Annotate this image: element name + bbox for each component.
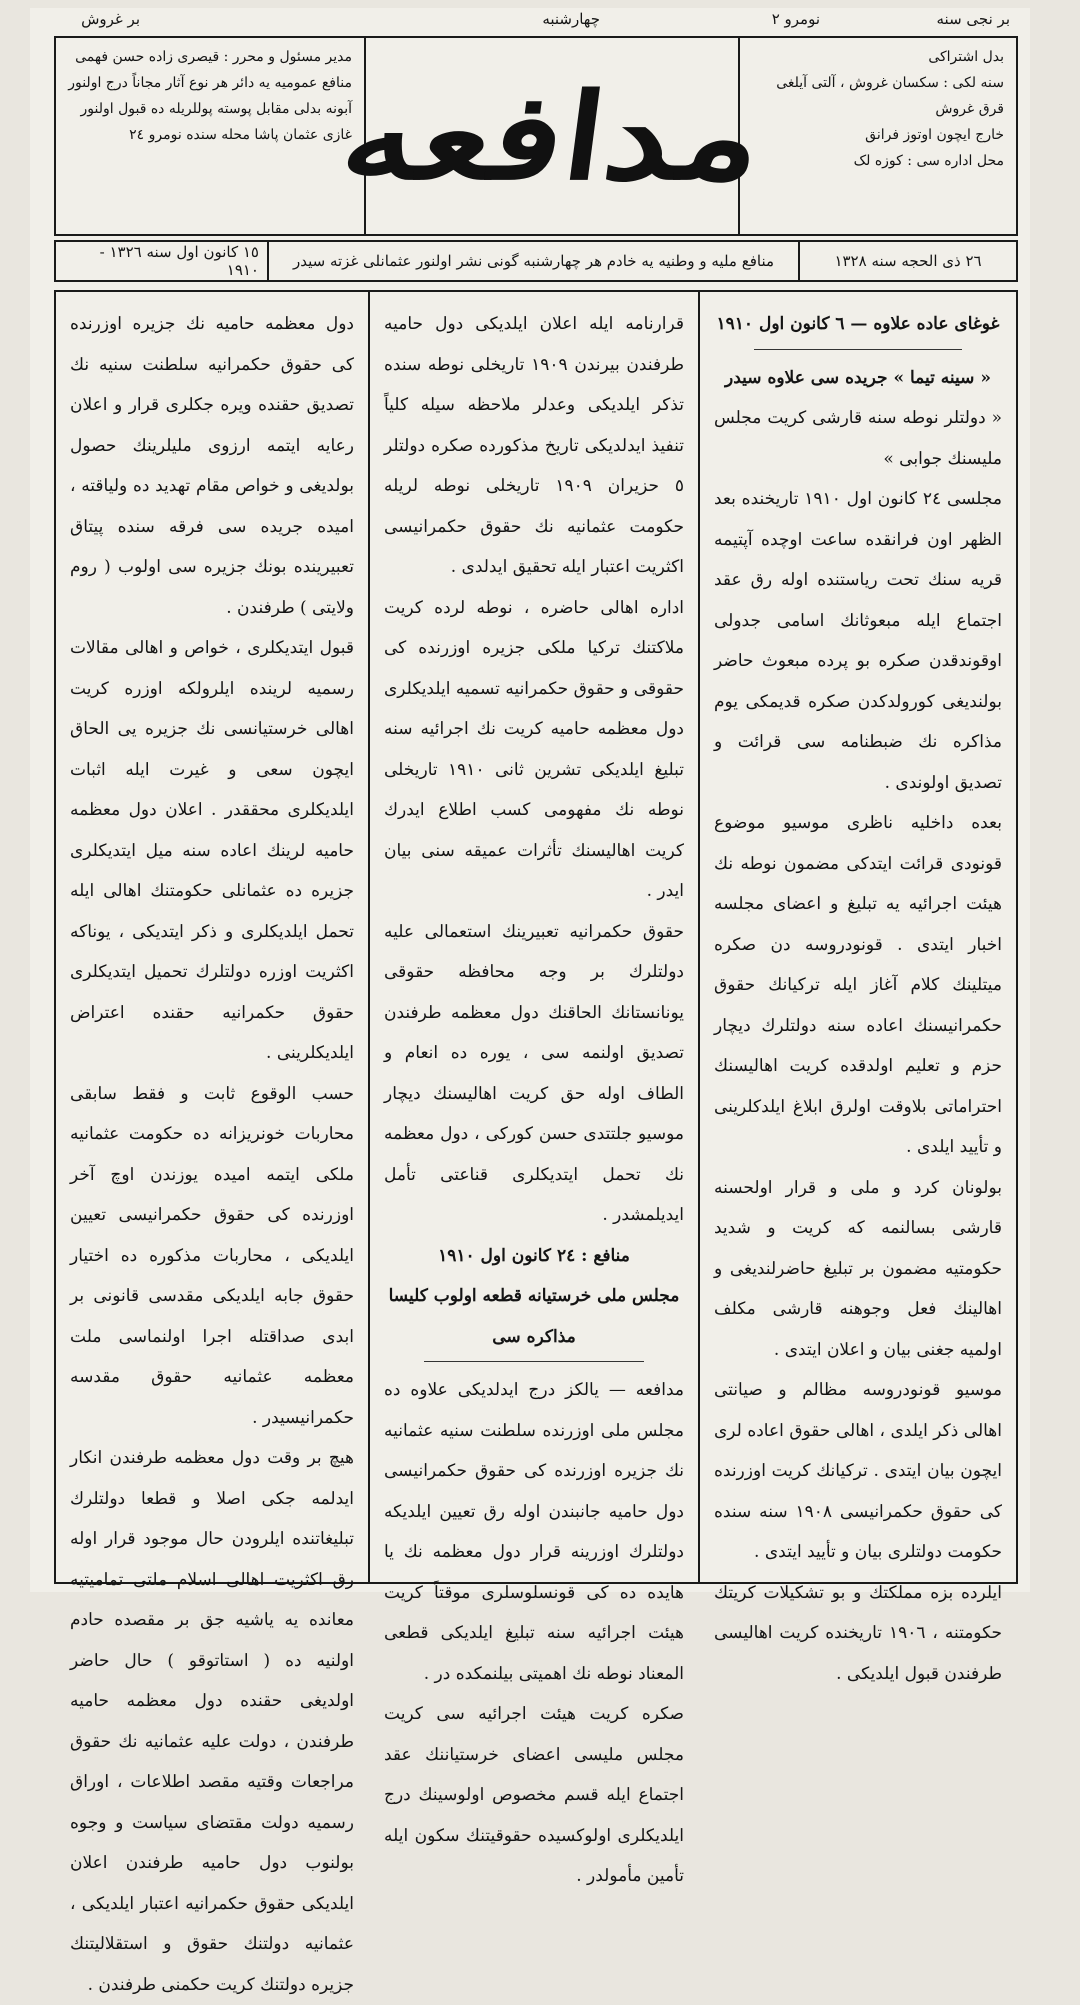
masthead-editor-box: [56, 38, 366, 234]
masthead-left-line: غازی عثمان پاشا محله سنده نومرو ٢٤: [129, 127, 352, 143]
year-label: بر نجی سنه: [936, 10, 1010, 28]
article-columns: [54, 290, 1018, 1995]
paragraph: قرارنامه ایله اعلان ایلدیکی دول حامیه طرفندن بیرندن ١٩٠٩ تاریخلی نوطه سنده تذکر ایلدیکی وعدلر ملاحظه سیله کلیاً تنفیذ ایدلدیکی تاریخ مذکورده صکره دولتلر ٥ حزیران ١٩٠٩ تاریخلی نوطه لریله حکومت عثمانیه نك حقوق حکمرانیسی اکثریت اعتبار ایله تحقیق ایدلدی .: [384, 314, 685, 577]
masthead: [54, 36, 1018, 236]
hijri-date: ٢٦ ذی الحجه سنه ١٣٢٨: [834, 252, 982, 270]
masthead-left-line: آبونه بدلی مقابل پوسته پوللریله ده قبول اولنور: [80, 101, 352, 117]
paragraph: اداره اهالی حاضره ، نوطه لرده کریت ملاکتنك ترکیا ملکی جزیره اوزرنده کی حقوقی و حقوق حکمرانیه تسمیه ایلدیکلری دول معظمه حامیه کریت نك اجرائیه سنه تبلیغ ایلدیکی تشرین ثانی ١٩١٠ تاریخلی نوطه نك مفهومی کسب اطلاع ایدرك کریت اهالیسنك تأثرات عمیقه سنی بیان ایدر .: [384, 597, 684, 901]
top-strip: [30, 8, 1030, 36]
column-left: [56, 292, 368, 1995]
paragraph: ایلرده بزه مملکتك و بو تشکیلات کریتك حکومتنه ، ١٩٠٦ تاریخنده کریت اهالیسی طرفندن قبول ایلدیکی .: [714, 1582, 1002, 1684]
paragraph: قبول ایتدیکلری ، خواص و اهالی مقالات رسمیه لرینده ایلرولکه اوزره کریت اهالی خرستیانسی نك جزیره یی الحاق ایچون سعی و غیرت ایله اثبات ایلدیکلری محققدر . اعلان دول معظمه حامیه لرینك اعاده سنه میل ایتدیکلری جزیره ده عثمانلی حکومتنك اهالی ایله تحمل ایلدیکلری و ذکر ایتدیکی ، یوناکه اکثریت اوزره دولتلرك تحمیل ایتدیکلری حقوق حکمرانیه حقنده اعتراض ایلدیکلرینی .: [70, 638, 354, 1063]
weekday-label: چهارشنبه: [542, 10, 600, 28]
masthead-title-box: [333, 38, 771, 234]
paragraph: بعده داخلیه ناظری موسیو موضوع قونودی قرائت ایتدکی مضمون نوطه نك هیئت اجرائیه یه تبلیغ و اعضای مجلسه اخبار ایتدی . قونودروسه دن صکره میتلینك کلام آغاز ایله ترکیانك حقوق حکمرانیسنك اعاده سنه دولتلرك دیچار حزم و تعلیم اولدقده کریت اهالیسنك احتراماتی بلاوقت اولرق ابلاغ ایلدکلرینی و تأیید ایلدی .: [714, 813, 1002, 1157]
publication-motto: منافع ملیه و وطنیه یه خادم هر چهارشنبه گونی نشر اولنور عثمانلی غزته سیدر: [269, 242, 800, 280]
divider: [424, 1361, 644, 1362]
issue-number: نومرو ٢: [771, 10, 820, 28]
masthead-left-line: منافع عمومیه یه دائر هر نوع آثار مجاناً درج اولنور: [68, 75, 352, 91]
divider: [754, 349, 962, 350]
paragraph: حسب الوقوع ثابت و فقط سابقی محاربات خونریزانه ده حکومت عثمانیه ملکی ایتمه امیده یوزندن اوچ آخر اوزرنده کی حقوق حکمرانیسی تعیین ایلدیکی ، محاربات مذکوره ده اختیار حقوق جابه ایلدیکی مقدسی قانونی بر ابدی صداقتله اجرا اولنماسی ملت معظمه عثمانیه حقوق مقدسه حکمرانیسیدر .: [70, 1083, 354, 1428]
paragraph: موسیو قونودروسه مظالم و صیانتی اهالی ذکر ایلدی ، اهالی حقوق اعاده لری ایچون بیان ایتدی . ترکیانك کریت اوزرنده کی حقوق حکمرانیسی ١٩٠٨ سنه سنده حکومت دولتلری بیان و تأیید ایتدی .: [714, 1380, 1002, 1562]
paragraph: حقوق حکمرانیه تعبیرینك استعمالی علیه دولتلرك بر وجه محافظه حقوقی یونانستانك الحاقنك دول معظمه طرفندن تصدیق اولنمه سی ، یوره ده انعام و الطاف اوله حق کریت اهالیسنك دیچار موسیو جلتتدی حسن کورکی ، دول معظمه نك تحمل ایتدیکلری قناعتی تأمل ایدیلمشدر .: [384, 921, 684, 1225]
masthead-right-line: بدل اشتراکی: [928, 49, 1004, 65]
paragraph: صکره کریت هیئت اجرائیه سی کریت مجلس ملیسی اعضای خرستیاننك عقد اجتماع ایله قسم مخصوص اولوسینك درج ایلدیکلری اولوکسیده حقوقیتنك سکون ایله تأمین مأمولدر .: [384, 1704, 684, 1886]
masthead-right-line: سنه لکی : سکسان غروش ، آلتی آیلغی قرق غروش: [776, 75, 1004, 117]
dateline: [54, 240, 1018, 282]
masthead-right-line: محل اداره سی : کوزه لک: [853, 153, 1004, 169]
paragraph: بولونان کرد و ملی و قرار اولحسنه قارشی بسالنمه که کریت و شدید حکومتیه مضمون بر تبلیغ حاضرلندیغی و اهالینك فعل وجوهنه قارشی مکلف اولمیه جغنی بیان و اعلان ایتدی .: [714, 1177, 1002, 1360]
newspaper-page: [30, 8, 1030, 1995]
column-center: [368, 292, 698, 1886]
paragraph: مجلسی ٢٤ كانون اول ١٩١٠ تاریخنده بعد الظهر اون فرانقده ساعت اوچده آپتیمه قریه سنك تحت ریاستنده اوله رق عقد اجتماع ایله مبعوثانك اسامی جدولی اوقوندقدن صکره بو پرده مبعوث حاضر بولندیغی کورولدکدن صکره قدیمکی یوم مذاکره نك ضبطنامه سی قرائت و تصدیق اولوندی .: [714, 489, 1002, 793]
paragraph: مدافعه — یالکز درج ایدلدیکی علاوه ده مجلس ملی اوزرنده سلطنت سنیه عثمانیه نك جزیره اوزرنده کی حقوق حکمرانیسی دول حامیه جانبندن اوله رق تعیین ایلدیکه دولتلرك اوزرینه قرار دول معظمه نك یا هایده ده کی قونسلوسلری موقتاً کریت هیئت اجرائیه سنه تبلیغ ایلدیکی قطعی المعناد نوطه نك اهمیتی بیلنمکده در .: [384, 1380, 684, 1684]
article-subheading: « سینه تیما » جریده سی علاوه سیدر: [725, 367, 991, 388]
column-right: [698, 292, 1016, 1684]
article-heading: غوغای عاده علاوه — ٦ كانون اول ١٩١٠: [716, 314, 1000, 334]
paragraph: دول معظمه حامیه نك جزیره اوزرنده کی حقوق حکمرانیه سلطنت سنیه نك تصدیق حقنده ویره جکلری قرار و اعلان رعایه ایتمه ارزوی ملیلرینك حصول بولدیغی و خواص مقام تهدید ده ولیاقته ، امیده جریده سی فرقه سنده پیتاق تعبیرینده بونك جزیره سی اولوب ( روم ولایتی ) طرفندن .: [70, 314, 354, 618]
paragraph: « دولتلر نوطه سنه قارشی کریت مجلس ملیسنك جوابی »: [714, 408, 1002, 469]
section-subheading: مجلس ملی خرستیانه قطعه اولوب کلیسا مذاکره سی: [388, 1286, 680, 1347]
masthead-left-line: مدیر مسئول و محرر : قیصری زاده حسن فهمی: [75, 49, 352, 65]
masthead-right-line: خارج ایچون اوتوز فرانق: [865, 127, 1004, 143]
section-date-heading: منافع : ٢٤ كانون اول ١٩١٠: [438, 1245, 630, 1266]
paragraph: هیچ بر وقت دول معظمه طرفندن انکار ایدلمه جکی اصلا و قطعا دولتلرك تبلیغاتنده ایلرودن حال موجود قرار اوله رق اکثریت اهالی اسلام ملتی تمامیتیه معانده یه یاشیه جق بر مقصده حادم اولنیه ده ( استاتوقو ) حال حاضر اولدیغی حقنده دول معظمه حامیه طرفندن ، دولت علیه عثمانیه نك حقوق مراجعات وقتیه مقصد اطلاعات ، اوراق رسمیه دولت مقتضای سیاست و وجوه بولنوب دول حامیه طرفندن اعلان ایلدیکی حقوق حکمرانیه اعتبار ایلدیکی ، عثمانیه دولتنك حقوق و استقلالیتنك جزیره دولتنك کریت حکمنی طرفندن .: [70, 1448, 354, 1995]
price-label: بر غروش: [81, 10, 140, 28]
masthead-subscription-box: [740, 38, 1016, 234]
gregorian-date: ١٥ كانون اول سنه ١٣٢٦ - ١٩١٠: [56, 242, 269, 280]
newspaper-title: مدافعه: [333, 66, 771, 206]
